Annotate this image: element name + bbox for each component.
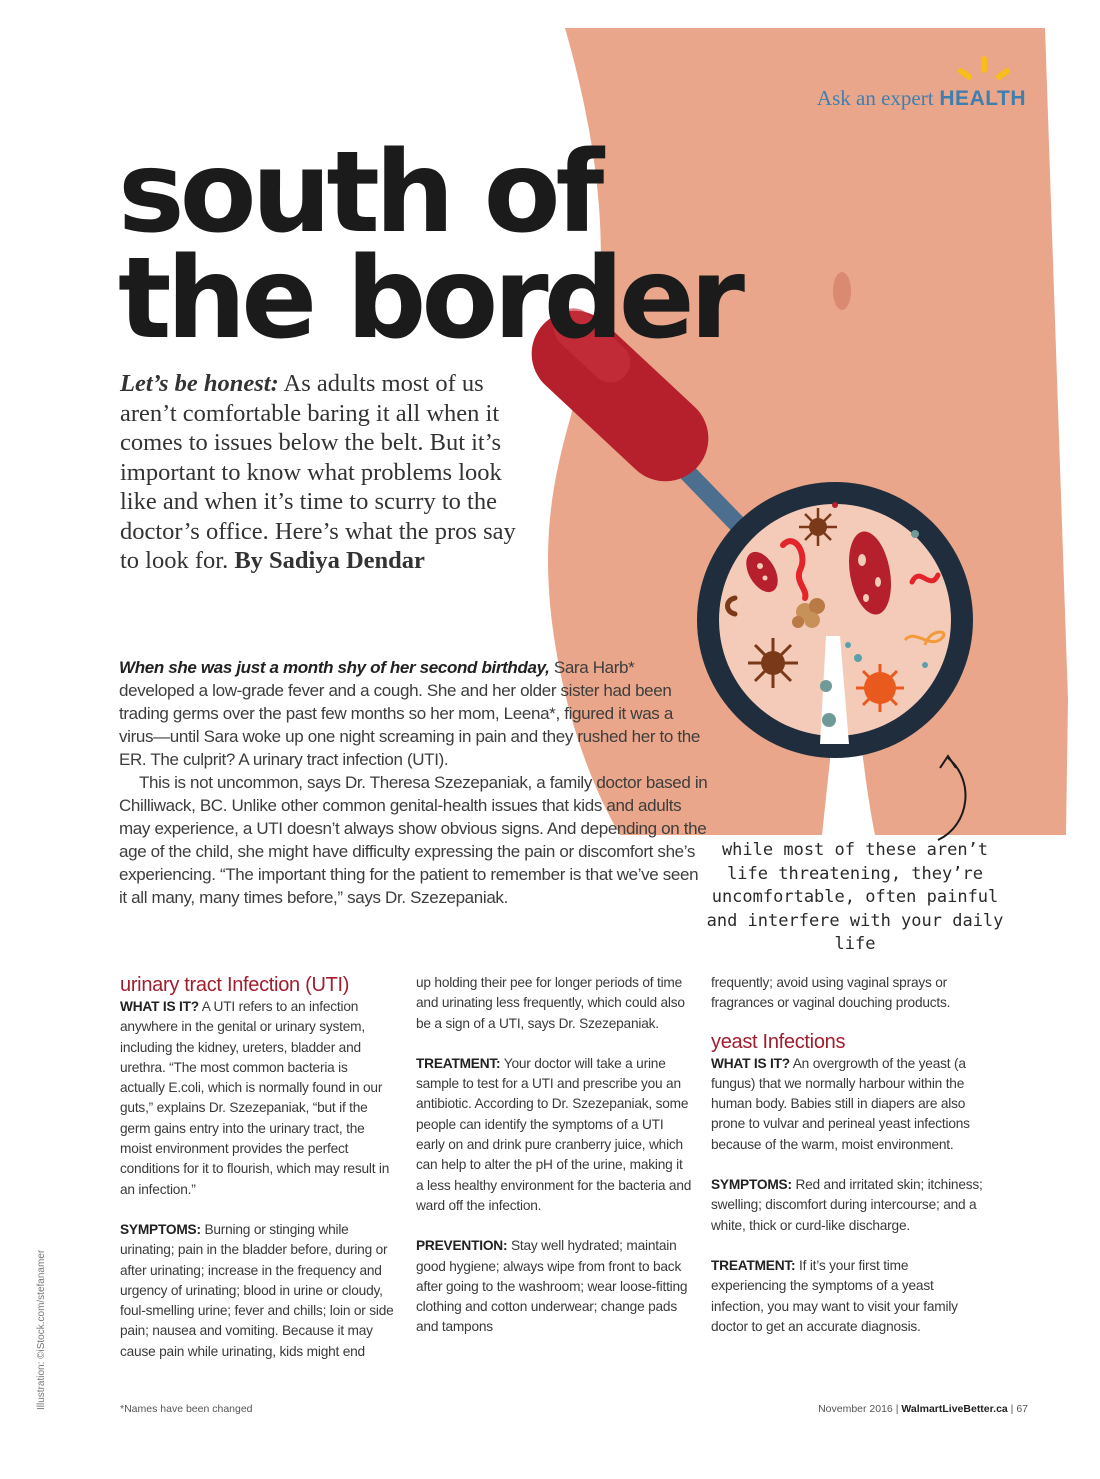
intro-paragraph-2: This is not uncommon, says Dr. Theresa Szezepaniak, a family doctor based in Chilliwack, BC. Unlike other common genital-health issues that kids and adults may experience, a UTI doesn’t always show obvious signs. And depending on the age of the child, she might have difficulty expressing the pain or discomfort she’s experiencing. “The important thing for the patient to remember is that we’ve seen it all many, many times before,” says Dr. Szezepaniak. bbox=[119, 773, 708, 907]
column-2 bbox=[416, 973, 692, 1358]
deck-text: As adults most of us aren’t comfortable baring it all when it comes to issues below the belt. But it’s important to know what problems look like and when it’s time to scurry to the doctor’s office. Here’s what the pros say to look for. bbox=[120, 370, 516, 574]
yeast-treatment bbox=[711, 1256, 987, 1337]
title-line-1: south of bbox=[118, 128, 600, 258]
uti-symptoms-continued: up holding their pee for longer periods of time and urinating less frequently, which could also be a sign of a UTI, says Dr. Szezepaniak. bbox=[416, 975, 685, 1031]
folio-separator-2: | bbox=[1007, 1403, 1017, 1415]
yeast-what-text: An overgrowth of the yeast (a fungus) that we normally harbour within the human body. Babies still in diapers are also prone to vulvar and perineal yeast infections because of the warm, moist environment. bbox=[711, 1055, 970, 1152]
yeast-treatment-text: If it’s your first time experiencing the symptoms of a yeast infection, you may want to visit your family doctor to get an accurate diagnosis. bbox=[711, 1257, 958, 1334]
byline: By Sadiya Dendar bbox=[234, 547, 425, 574]
yeast-symptoms bbox=[711, 1175, 987, 1236]
uti-symptoms-label: SYMPTOMS: bbox=[120, 1221, 201, 1237]
page-number: 67 bbox=[1016, 1403, 1028, 1415]
uti-symptoms-text: Burning or stinging while urinating; pain in the bladder before, during or after urinating; increase in the frequency and urgency of urinating; blood in urine or cloudy, foul-smelling urine; fever and chills; loin or side pain; nausea and vomiting. Because it may cause pain while urinating, kids might end bbox=[120, 1221, 394, 1359]
page-folio bbox=[818, 1403, 1028, 1415]
yeast-treatment-label: TREATMENT: bbox=[711, 1257, 796, 1273]
uti-treatment bbox=[416, 1054, 692, 1216]
handwritten-callout: while most of these aren’t life threatening, they’re uncomfortable, often painful and interfere with your daily life bbox=[706, 840, 1004, 954]
deck-lead-in: Let’s be honest: bbox=[120, 370, 279, 397]
uti-prevention-label: PREVENTION: bbox=[416, 1238, 508, 1254]
yeast-symptoms-text: Red and irritated skin; itchiness; swelling; discomfort during intercourse; and a white, thick or curd-like discharge. bbox=[711, 1177, 983, 1233]
intro-text bbox=[119, 656, 709, 909]
column-1 bbox=[120, 973, 396, 1382]
uti-treatment-text: Your doctor will take a urine sample to test for a UTI and prescribe you an antibiotic. According to Dr. Szezepaniak, some people can identify the symptoms of a UTI early on and drink pure cranberry juice, which can help to alter the pH of the urine, making it a less healthy environment for the bacteria and ward off the infection. bbox=[416, 1055, 692, 1213]
folio-site: WalmartLiveBetter.ca bbox=[901, 1403, 1008, 1415]
uti-treatment-label: TREATMENT: bbox=[416, 1055, 501, 1071]
yeast-symptoms-label: SYMPTOMS: bbox=[711, 1177, 792, 1193]
yeast-what-label: WHAT IS IT? bbox=[711, 1055, 790, 1071]
page-title bbox=[118, 128, 740, 364]
deck-paragraph bbox=[120, 369, 540, 576]
yeast-heading: yeast Infections bbox=[711, 1030, 846, 1053]
column-3 bbox=[711, 973, 987, 1357]
section-label: HEALTH bbox=[939, 87, 1026, 110]
footnote: *Names have been changed bbox=[120, 1403, 253, 1415]
folio-separator-1: | bbox=[892, 1403, 902, 1415]
section-kicker bbox=[817, 86, 1026, 111]
yeast-what bbox=[711, 1054, 987, 1155]
uti-what-text: A UTI refers to an infection anywhere in the genital or urinary system, including the kidney, ureters, bladder and urethra. “The most common bacteria is actually E.coli, which is normally found in our guts,” explains Dr. Szezepaniak, “but if the germ gains entry into the urinary tract, the moist environment provides the perfect conditions for it to flourish, which may result in an infection.” bbox=[120, 999, 390, 1197]
navel bbox=[833, 272, 851, 310]
uti-what-label: WHAT IS IT? bbox=[120, 999, 199, 1014]
title-line-2: the border bbox=[118, 234, 740, 364]
uti-heading: urinary tract Infection (UTI) bbox=[120, 974, 350, 996]
uti-prevention bbox=[416, 1236, 692, 1337]
intro-p1-text: Sara Harb* developed a low-grade fever and a cough. She and her older sister had been trading germs over the past few months so her mom, Leena*, figured it was a virus—until Sara woke up one night screaming in pain and they rushed her to the ER. The culprit? A urinary tract infection (UTI). bbox=[119, 658, 700, 769]
uti-symptoms bbox=[120, 1220, 396, 1362]
uti-prevention-text: Stay well hydrated; maintain good hygiene; always wipe from front to back after going to the washroom; wear loose-fitting clothing and cotton underwear; change pads and tampons bbox=[416, 1238, 688, 1335]
uti-what bbox=[120, 997, 396, 1200]
illustration-credit: Illustration: ©iStock.com/stefanamer bbox=[36, 1249, 47, 1410]
intro-paragraph-1 bbox=[119, 656, 709, 771]
folio-date: November 2016 bbox=[818, 1403, 893, 1415]
kicker-label: Ask an expert bbox=[816, 86, 934, 110]
intro-lead-in: When she was just a month shy of her second birthday, bbox=[119, 658, 550, 677]
uti-prevention-continued: frequently; avoid using vaginal sprays or fragrances or vaginal douching products. bbox=[711, 975, 951, 1011]
